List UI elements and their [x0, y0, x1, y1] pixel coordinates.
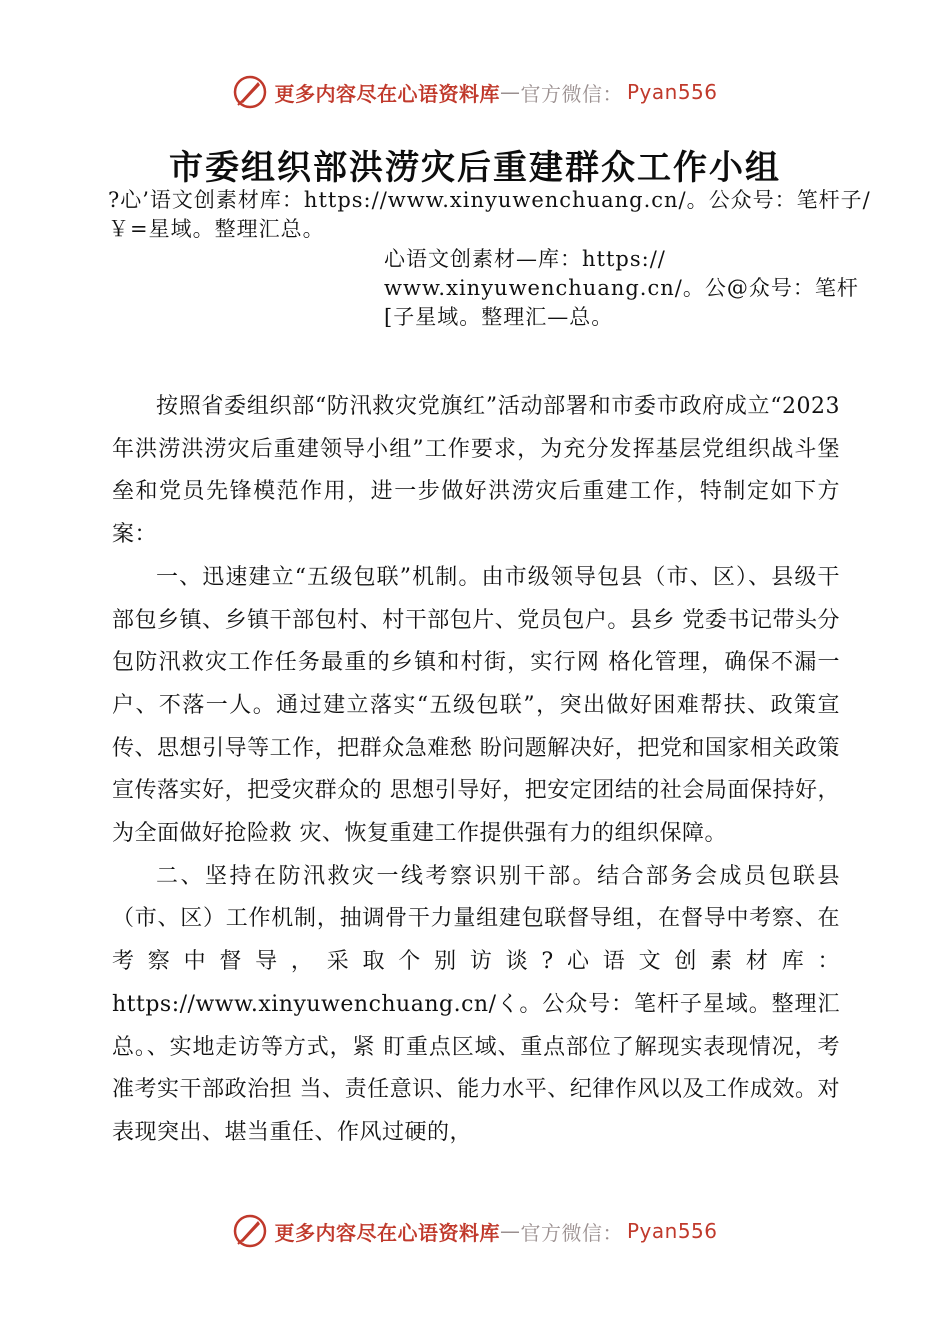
paragraph-section-1: 一、迅速建立“五级包联”机制。由市级领导包县（市、区）、县级干部包乡镇、乡镇干部包村、村干部包片、党员包户。县乡 党委书记带头分包防汛救灾工作任务最重的乡镇和村街，实行网 格化管理，确保不漏一户、不落一人。通过建立落实“五级包联”，突出做好困难帮扶、政策宣传、思想引导等工作，把群众急难愁 盼问题解决好，把党和国家相关政策宣传落实好，把受灾群众的 思想引导好，把安定团结的社会局面保持好，为全面做好抢险救 灾、恢复重建工作提供强有力的组织保障。 — [112, 564, 840, 847]
source-note-2: 心语文创素材—库：https:// www.xinyuwenchuang.cn/。公@众号：笔杆[子星域。整理汇—总。 — [384, 247, 859, 329]
banner-official-label: 官方微信： — [520, 81, 623, 106]
header-banner — [0, 72, 950, 112]
paragraph-intro: 按照省委组织部“防汛救灾党旗红”活动部署和市委市政府成立“2023 年洪涝洪涝灾后重建领导小组”工作要求，为充分发挥基层党组织战斗堡垒和党员先锋模范作用，进一步做好洪涝灾后重建工作，特制定如下方案： — [112, 394, 840, 548]
source-note-1: ?心’语文创素材库：https://www.xinyuwenchuang.cn/。公众号：笔杆子/￥=星域。整理汇总。 — [108, 188, 871, 241]
banner-text: 更多内容尽在心语资料库 — [274, 1220, 500, 1245]
banner-separator: — — [499, 1219, 521, 1243]
paragraph-section-2: 二、坚持在防汛救灾一线考察识别干部。结合部务会成员包联县（市、区）工作机制，抽调骨干力量组建包联督导组，在督导中考察、在考察中督导，采取个别访谈?心语文创素材库：https://www.xinyuwenchuang.cn/く。公众号：笔杆子星域。整理汇总。、实地走访等方式，紧 盯重点区域、重点部位了解现实表现情况，考准考实干部政治担 当、责任意识、能力水平、纪律作风以及工作成效。对表现突出、堪当重任、作风过硬的， — [112, 863, 840, 1145]
quill-logo-icon — [232, 74, 268, 110]
document-body — [112, 386, 840, 1155]
banner-wechat-id: Pyan556 — [626, 80, 718, 104]
banner-official-label: 官方微信： — [520, 1220, 623, 1245]
quill-logo-icon — [232, 1213, 268, 1249]
document-title: 市委组织部洪涝灾后重建群众工作小组 — [169, 148, 781, 188]
banner-wechat-id: Pyan556 — [626, 1219, 718, 1243]
banner-separator: — — [499, 80, 521, 104]
footer-banner — [0, 1211, 950, 1251]
banner-text: 更多内容尽在心语资料库 — [274, 81, 500, 106]
